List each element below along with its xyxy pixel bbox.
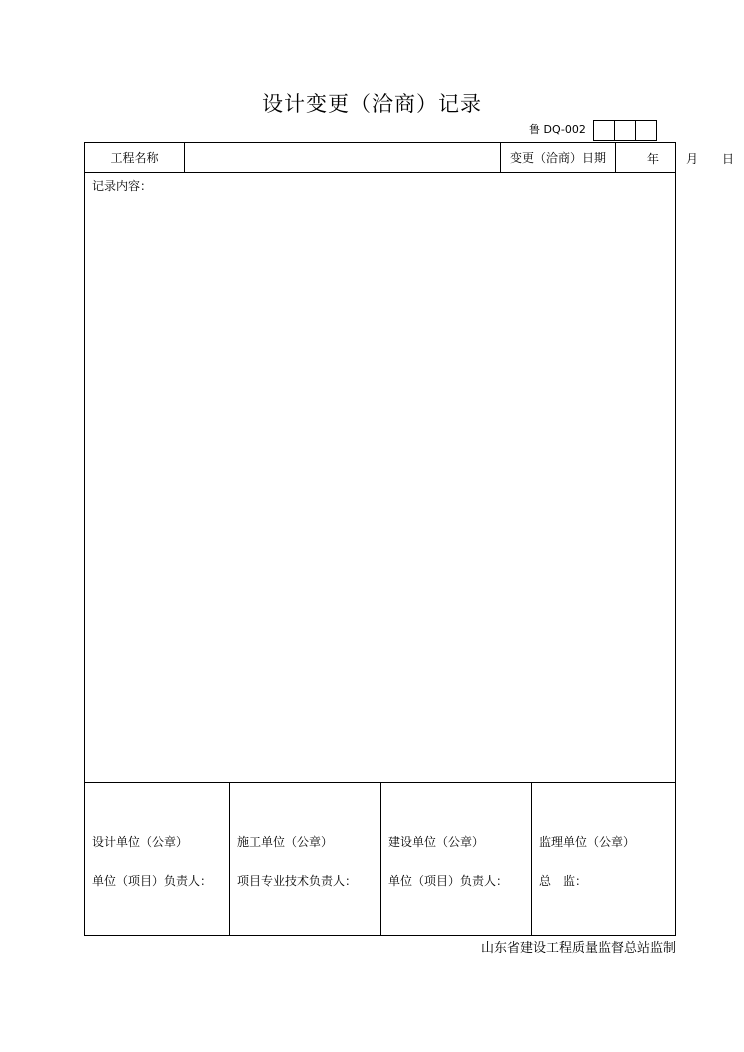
chief-supervisor-label: 总 监： bbox=[539, 874, 588, 888]
project-name-field[interactable] bbox=[185, 143, 501, 172]
change-date-field[interactable] bbox=[616, 143, 735, 172]
form-code: 鲁 DQ-002 bbox=[529, 123, 586, 136]
form-title: 设计变更（洽商）记录 bbox=[262, 92, 482, 116]
construction-responsible-label: 项目专业技术负责人： bbox=[237, 874, 358, 888]
month-label: 月 bbox=[686, 152, 699, 166]
design-unit-label: 设计单位（公章） bbox=[92, 835, 189, 849]
construction-unit-cell[interactable] bbox=[230, 783, 381, 936]
supervision-unit-label: 监理单位（公章） bbox=[539, 835, 636, 849]
supervision-unit-cell[interactable] bbox=[532, 783, 676, 936]
day-label: 日 bbox=[722, 152, 735, 166]
header-row bbox=[85, 143, 735, 173]
footer-issuer: 山东省建设工程质量监督总站监制 bbox=[480, 941, 676, 956]
design-unit-cell[interactable] bbox=[85, 783, 230, 936]
signature-row bbox=[85, 782, 675, 935]
owner-unit-cell[interactable] bbox=[381, 783, 532, 936]
content-label: 记录内容： bbox=[92, 179, 153, 193]
code-box[interactable] bbox=[635, 120, 657, 141]
year-label: 年 bbox=[647, 152, 660, 166]
owner-responsible-label: 单位（项目）负责人： bbox=[388, 874, 509, 888]
code-box[interactable] bbox=[614, 120, 636, 141]
change-date-label: 变更（洽商）日期 bbox=[501, 143, 616, 172]
project-name-label: 工程名称 bbox=[85, 143, 185, 172]
record-form bbox=[84, 142, 735, 936]
design-responsible-label: 单位（项目）负责人： bbox=[92, 874, 213, 888]
construction-unit-label: 施工单位（公章） bbox=[237, 835, 334, 849]
code-box[interactable] bbox=[593, 120, 615, 141]
owner-unit-label: 建设单位（公章） bbox=[388, 835, 485, 849]
code-boxes bbox=[593, 120, 657, 141]
